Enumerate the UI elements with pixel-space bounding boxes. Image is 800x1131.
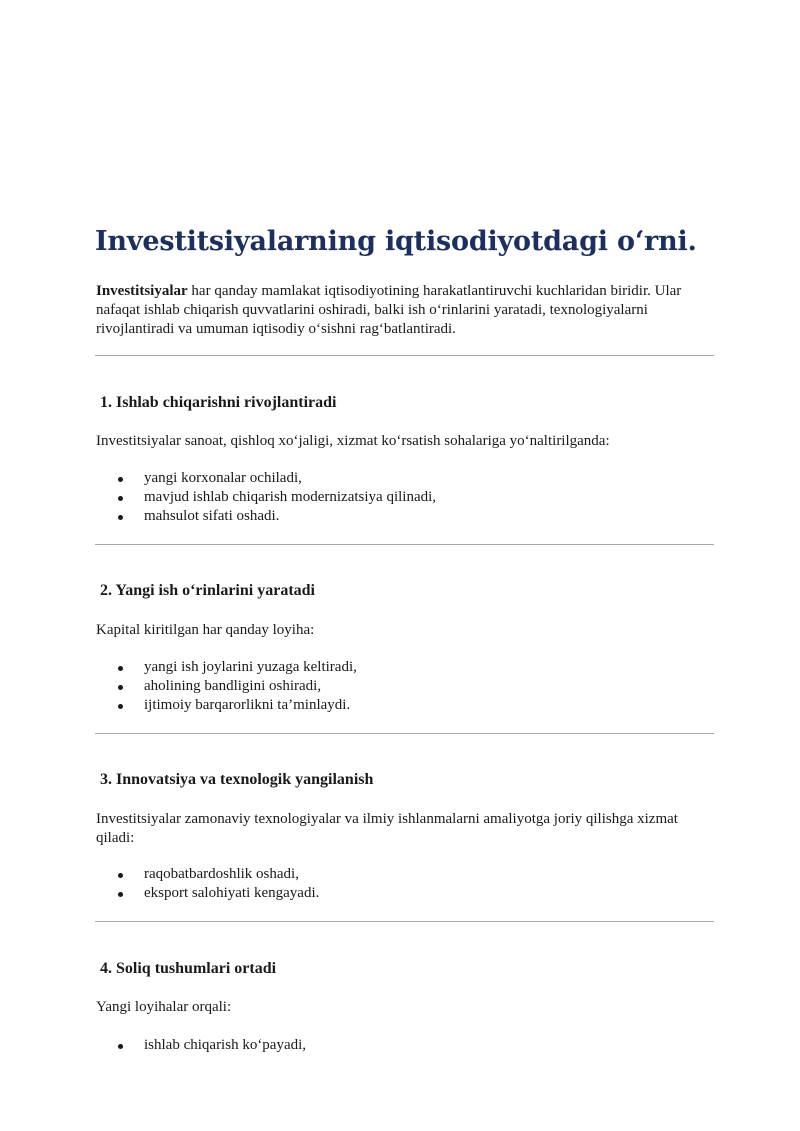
list-item-text: eksport salohiyati kengayadi. — [144, 885, 320, 901]
list-item — [96, 884, 319, 903]
list-item — [96, 469, 436, 488]
section-lead-2: Kapital kiritilgan har qanday loyiha: — [96, 622, 315, 638]
list-item — [96, 658, 357, 677]
list-item-text: mahsulot sifati oshadi. — [144, 508, 280, 524]
bullet-icon — [118, 873, 123, 878]
divider — [95, 921, 714, 922]
section-heading-4: 4. Soliq tushumlari ortadi — [100, 960, 277, 977]
list-item — [96, 865, 319, 884]
bullet-list-2 — [96, 658, 357, 715]
bullet-list-1 — [96, 469, 436, 526]
divider — [95, 733, 714, 734]
list-item — [96, 696, 357, 715]
bullet-icon — [118, 1044, 123, 1049]
list-item-text: yangi ish joylarini yuzaga keltiradi, — [144, 659, 357, 675]
divider — [95, 355, 714, 356]
list-item-text: mavjud ishlab chiqarish modernizatsiya qilinadi, — [144, 489, 437, 505]
list-item-text: ijtimoiy barqarorlikni ta’minlaydi. — [144, 697, 351, 713]
list-item-text: ishlab chiqarish ko‘payadi, — [144, 1037, 307, 1053]
section-lead-4: Yangi loyihalar orqali: — [96, 999, 232, 1015]
bullet-icon — [118, 477, 123, 482]
bullet-icon — [118, 685, 123, 690]
divider — [95, 544, 714, 545]
bullet-icon — [118, 496, 123, 501]
bullet-icon — [118, 666, 123, 671]
list-item — [96, 1036, 306, 1055]
list-item — [96, 507, 436, 526]
list-item-text: aholining bandligini oshiradi, — [144, 678, 322, 694]
section-heading-2: 2. Yangi ish o‘rinlarini yaratadi — [100, 582, 315, 599]
list-item-text: raqobatbardoshlik oshadi, — [144, 866, 299, 882]
page-title: Investitsiyalarning iqtisodiyotdagi o‘rni. — [95, 226, 697, 257]
intro-text: har qanday mamlakat iqtisodiyotining harakatlantiruvchi kuchlaridan biridir. Ular nafaqat ishlab chiqarish quvvatlarini oshiradi, balki ish o‘rinlarini yaratadi, texnologiyalarni rivojlantiradi va umuman iqtisodiy o‘sishni rag‘batlantiradi. — [96, 283, 682, 337]
bullet-icon — [118, 515, 123, 520]
bullet-list-3 — [96, 865, 319, 903]
bullet-list-4 — [96, 1036, 306, 1055]
intro-bold-lead: Investitsiyalar — [96, 283, 188, 299]
section-heading-1: 1. Ishlab chiqarishni rivojlantiradi — [100, 394, 337, 411]
list-item — [96, 488, 436, 507]
bullet-icon — [118, 892, 123, 897]
list-item-text: yangi korxonalar ochiladi, — [144, 470, 302, 486]
intro-paragraph — [96, 282, 716, 339]
section-lead-3: Investitsiyalar zamonaviy texnologiyalar va ilmiy ishlanmalarni amaliyotga joriy qilishga xizmat qiladi: — [96, 811, 678, 846]
section-lead-1: Investitsiyalar sanoat, qishloq xo‘jaligi, xizmat ko‘rsatish sohalariga yo‘naltirilganda: — [96, 433, 610, 449]
list-item — [96, 677, 357, 696]
section-heading-3: 3. Innovatsiya va texnologik yangilanish — [100, 771, 374, 788]
bullet-icon — [118, 704, 123, 709]
